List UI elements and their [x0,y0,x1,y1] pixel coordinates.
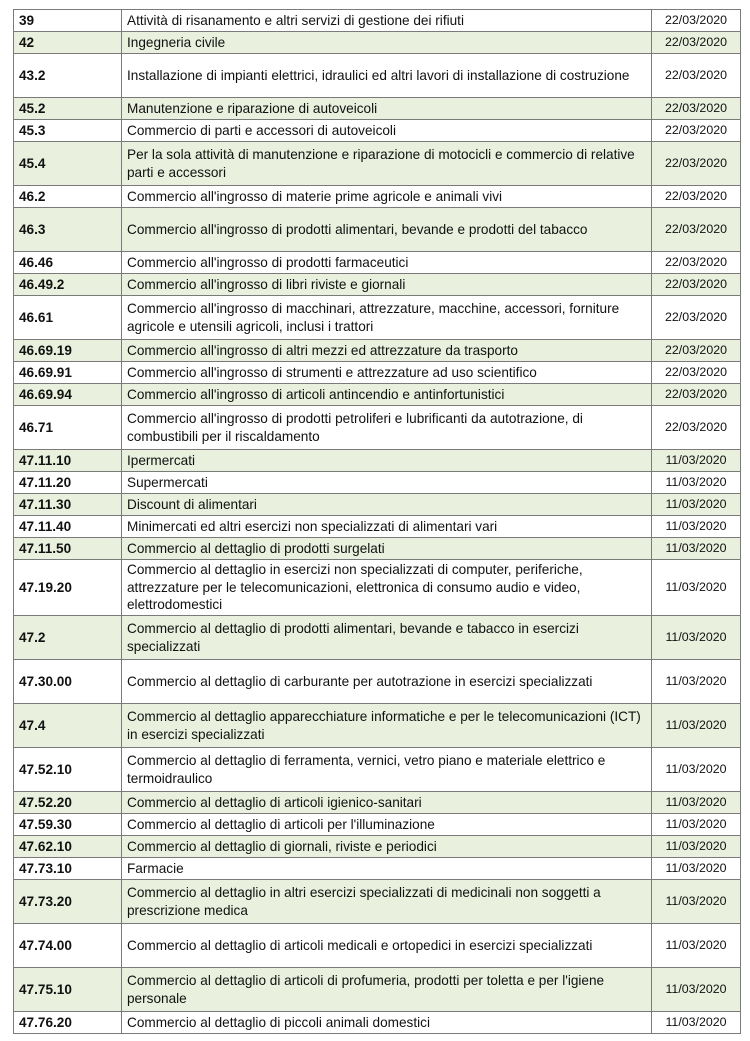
ateco-code-cell: 47.74.00 [14,924,122,968]
effective-date-cell: 22/03/2020 [652,54,741,98]
ateco-code-cell: 46.61 [14,296,122,340]
table-row [14,384,741,406]
ateco-code-cell: 46.69.19 [14,340,122,362]
ateco-code-cell: 47.11.50 [14,538,122,560]
table-row [14,450,741,472]
activity-description-cell: Commercio al dettaglio di prodotti alimentari, bevande e tabacco in esercizi specializzati [122,616,652,660]
ateco-code-cell: 39 [14,10,122,32]
effective-date-cell: 11/03/2020 [652,836,741,858]
table-row [14,836,741,858]
activity-description-cell: Commercio al dettaglio di prodotti surgelati [122,538,652,560]
effective-date-cell: 22/03/2020 [652,274,741,296]
ateco-code-cell: 46.2 [14,186,122,208]
ateco-code-cell: 47.11.30 [14,494,122,516]
effective-date-cell: 22/03/2020 [652,296,741,340]
activity-description-cell: Attività di risanamento e altri servizi di gestione dei rifiuti [122,10,652,32]
table-row [14,142,741,186]
effective-date-cell: 11/03/2020 [652,472,741,494]
table-row [14,10,741,32]
effective-date-cell: 11/03/2020 [652,516,741,538]
effective-date-cell: 11/03/2020 [652,814,741,836]
effective-date-cell: 22/03/2020 [652,98,741,120]
activity-description-cell: Commercio al dettaglio di articoli di profumeria, prodotti per toletta e per l'igiene personale [122,968,652,1012]
ateco-code-cell: 46.69.94 [14,384,122,406]
ateco-code-cell: 46.49.2 [14,274,122,296]
table-row [14,516,741,538]
table-row [14,54,741,98]
ateco-activity-table [13,9,741,1034]
activity-description-cell: Supermercati [122,472,652,494]
effective-date-cell: 11/03/2020 [652,494,741,516]
table-row [14,340,741,362]
effective-date-cell: 11/03/2020 [652,880,741,924]
ateco-code-cell: 47.11.20 [14,472,122,494]
table-row [14,120,741,142]
ateco-code-cell: 42 [14,32,122,54]
effective-date-cell: 11/03/2020 [652,660,741,704]
ateco-code-cell: 46.46 [14,252,122,274]
table-row [14,32,741,54]
table-row [14,472,741,494]
table-row [14,362,741,384]
table-row [14,616,741,660]
ateco-code-cell: 47.75.10 [14,968,122,1012]
effective-date-cell: 11/03/2020 [652,858,741,880]
effective-date-cell: 11/03/2020 [652,748,741,792]
activity-description-cell: Per la sola attività di manutenzione e riparazione di motocicli e commercio di relative parti e accessori [122,142,652,186]
table-row [14,704,741,748]
ateco-code-cell: 47.62.10 [14,836,122,858]
ateco-code-cell: 47.52.10 [14,748,122,792]
table-row [14,208,741,252]
activity-description-cell: Farmacie [122,858,652,880]
activity-description-cell: Commercio all'ingrosso di prodotti farmaceutici [122,252,652,274]
activity-description-cell: Commercio all'ingrosso di macchinari, attrezzature, macchine, accessori, forniture agricole e utensili agricoli, inclusi i trattori [122,296,652,340]
ateco-code-cell: 47.59.30 [14,814,122,836]
ateco-code-cell: 47.2 [14,616,122,660]
activity-description-cell: Installazione di impianti elettrici, idraulici ed altri lavori di installazione di costruzione [122,54,652,98]
ateco-code-cell: 47.52.20 [14,792,122,814]
effective-date-cell: 11/03/2020 [652,968,741,1012]
activity-description-cell: Discount di alimentari [122,494,652,516]
activity-description-cell: Commercio al dettaglio in altri esercizi specializzati di medicinali non soggetti a prescrizione medica [122,880,652,924]
ateco-code-cell: 45.4 [14,142,122,186]
ateco-code-cell: 47.11.40 [14,516,122,538]
ateco-code-cell: 47.11.10 [14,450,122,472]
effective-date-cell: 11/03/2020 [652,616,741,660]
ateco-code-cell: 47.73.20 [14,880,122,924]
activity-description-cell: Commercio al dettaglio di giornali, riviste e periodici [122,836,652,858]
activity-description-cell: Manutenzione e riparazione di autoveicoli [122,98,652,120]
table-row [14,968,741,1012]
effective-date-cell: 11/03/2020 [652,1012,741,1034]
activity-description-cell: Commercio all'ingrosso di libri riviste e giornali [122,274,652,296]
ateco-code-cell: 47.73.10 [14,858,122,880]
table-row [14,814,741,836]
effective-date-cell: 22/03/2020 [652,186,741,208]
activity-description-cell: Commercio al dettaglio di carburante per autotrazione in esercizi specializzati [122,660,652,704]
effective-date-cell: 22/03/2020 [652,406,741,450]
activity-description-cell: Minimercati ed altri esercizi non specializzati di alimentari vari [122,516,652,538]
table-row [14,296,741,340]
effective-date-cell: 11/03/2020 [652,924,741,968]
table-row [14,660,741,704]
activity-description-cell: Commercio all'ingrosso di prodotti alimentari, bevande e prodotti del tabacco [122,208,652,252]
ateco-code-cell: 45.3 [14,120,122,142]
table-row [14,252,741,274]
activity-description-cell: Commercio al dettaglio di articoli igienico-sanitari [122,792,652,814]
ateco-code-cell: 45.2 [14,98,122,120]
ateco-code-cell: 47.76.20 [14,1012,122,1034]
activity-description-cell: Commercio all'ingrosso di strumenti e attrezzature ad uso scientifico [122,362,652,384]
ateco-code-cell: 46.3 [14,208,122,252]
effective-date-cell: 11/03/2020 [652,704,741,748]
effective-date-cell: 22/03/2020 [652,252,741,274]
effective-date-cell: 22/03/2020 [652,340,741,362]
table-row [14,792,741,814]
activity-description-cell: Commercio di parti e accessori di autoveicoli [122,120,652,142]
activity-description-cell: Commercio all'ingrosso di articoli antincendio e antinfortunistici [122,384,652,406]
ateco-code-cell: 43.2 [14,54,122,98]
table-body [14,10,741,1034]
effective-date-cell: 22/03/2020 [652,208,741,252]
table-row [14,406,741,450]
activity-description-cell: Ingegneria civile [122,32,652,54]
table-row [14,858,741,880]
activity-description-cell: Commercio al dettaglio di articoli medicali e ortopedici in esercizi specializzati [122,924,652,968]
activity-description-cell: Commercio al dettaglio di ferramenta, vernici, vetro piano e materiale elettrico e termoidraulico [122,748,652,792]
effective-date-cell: 11/03/2020 [652,560,741,616]
effective-date-cell: 11/03/2020 [652,450,741,472]
effective-date-cell: 22/03/2020 [652,120,741,142]
table-row [14,186,741,208]
activity-description-cell: Commercio all'ingrosso di prodotti petroliferi e lubrificanti da autotrazione, di combustibili per il riscaldamento [122,406,652,450]
table-row [14,880,741,924]
table-row [14,274,741,296]
table-row [14,924,741,968]
ateco-code-cell: 47.30.00 [14,660,122,704]
table-row [14,1012,741,1034]
table-row [14,98,741,120]
table-row [14,494,741,516]
table-row [14,538,741,560]
effective-date-cell: 22/03/2020 [652,142,741,186]
activity-description-cell: Commercio all'ingrosso di materie prime agricole e animali vivi [122,186,652,208]
activity-description-cell: Commercio al dettaglio apparecchiature informatiche e per le telecomunicazioni (ICT) in esercizi specializzati [122,704,652,748]
effective-date-cell: 22/03/2020 [652,32,741,54]
activity-description-cell: Commercio al dettaglio di articoli per l'illuminazione [122,814,652,836]
table-row [14,748,741,792]
activity-description-cell: Commercio al dettaglio di piccoli animali domestici [122,1012,652,1034]
ateco-code-cell: 47.4 [14,704,122,748]
effective-date-cell: 22/03/2020 [652,362,741,384]
activity-description-cell: Commercio all'ingrosso di altri mezzi ed attrezzature da trasporto [122,340,652,362]
ateco-code-cell: 46.71 [14,406,122,450]
effective-date-cell: 22/03/2020 [652,384,741,406]
effective-date-cell: 11/03/2020 [652,538,741,560]
effective-date-cell: 11/03/2020 [652,792,741,814]
ateco-code-cell: 46.69.91 [14,362,122,384]
table-row [14,560,741,616]
effective-date-cell: 22/03/2020 [652,10,741,32]
activity-description-cell: Commercio al dettaglio in esercizi non specializzati di computer, periferiche, attrezzature per le telecomunicazioni, elettronica di consumo audio e video, elettrodomestici [122,560,652,616]
activity-description-cell: Ipermercati [122,450,652,472]
ateco-code-cell: 47.19.20 [14,560,122,616]
